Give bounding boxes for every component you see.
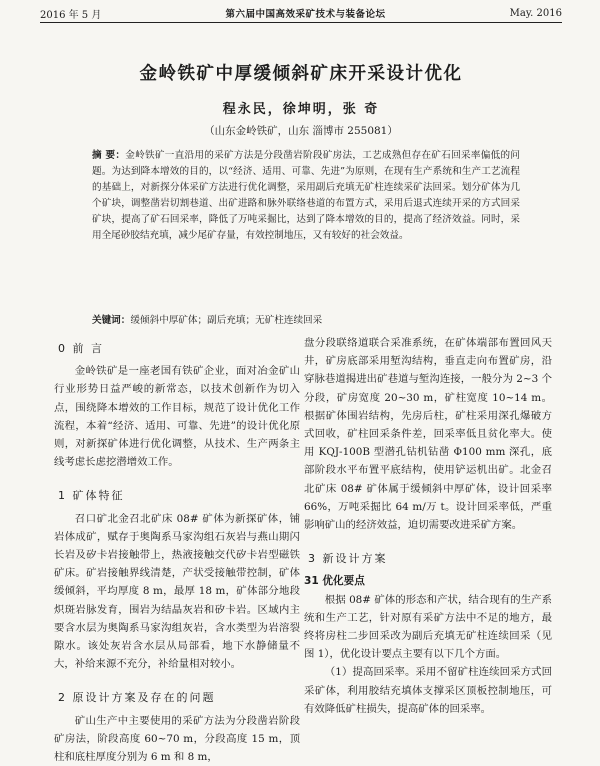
section-3-heading: 3 新设计方案 — [308, 552, 388, 566]
paper-authors: 程永民，徐坤明，张 奇 — [222, 102, 380, 117]
section-3-1-heading: 31 优化要点 — [304, 575, 365, 588]
header-rule — [40, 22, 562, 23]
section-2-heading: 2 原设计方案及存在的问题 — [58, 691, 216, 705]
keywords-label: 关键词： — [92, 315, 131, 326]
keywords-text: 缓倾斜中厚矿体；副后充填；无矿柱连续回采 — [130, 315, 323, 326]
section-3-1-paragraph: 根据 08# 矿体的形态和产状，结合现有的生产系统和生产工艺，针对原有采矿方法中不足的地方，最终将房柱二步回采改为副后充填无矿柱连续回采（见图 1），优化设计要点主要有以下几个方面。 — [304, 593, 552, 661]
abstract-text: 金岭铁矿一直沿用的采矿方法是分段凿岩阶段矿房法，工艺成熟但存在矿石回采率偏低的问题。为达到降本增效的目的，以“经济、适用、可靠、先进”为原则，在现有生产系统和生产工艺流程的基础上，对新探分体采矿方法进行优化调整，采用副后充填无矿柱连续采矿法回采。划分矿体为几个矿块，调整凿岩切割巷道、出矿进路和脉外联络巷道的布置方式，采用后退式连续开采的方式回采矿块，提高了矿石回采率，降低了万吨采掘比，达到了降本增效的目的，提高了经济效益。同时，采用全尾砂胶结充填，减少尾矿存量，有效控制地压，又有较好的社会效益。 — [92, 150, 520, 241]
right-column — [304, 334, 552, 718]
abstract-label: 摘 要： — [92, 150, 126, 161]
abstract — [92, 148, 520, 244]
section-0-paragraph: 金岭铁矿是一座老国有铁矿企业，面对冶金矿山行业形势日益严峻的新常态，以技术创新作为切入点，围绕降本增效的工作目标，规范了设计优化工作流程，本着“经济、适用、可靠、先进”的设计优化原则，对新探矿体进行优化调整，从技术、生产两条主线考虑长虑挖潜增效工作。 — [54, 365, 300, 469]
section-1-heading: 1 矿体特征 — [58, 489, 125, 503]
section-3-1-point-1: （1）提高回采率。采用不留矿柱连续回采方式回采矿体，利用胶结充填体支撑采区顶板控制地压，可有效降低矿柱损失，提高矿体的回采率。 — [304, 666, 552, 715]
header-date: 2016 年 5 月 — [40, 9, 102, 21]
keywords — [92, 313, 520, 329]
running-header — [40, 4, 562, 22]
paper-title: 金岭铁矿中厚缓倾斜矿床开采设计优化 — [139, 64, 463, 84]
section-0-heading: 0 前 言 — [58, 342, 104, 355]
section-1-paragraph: 召口矿北金召北矿床 08# 矿体为新探矿体，铺岩体成矿，赋存于奥陶系马家沟组石灰岩与燕山期闪长岩及矽卡岩接触带上，热液接触交代矽卡岩型磁铁矿床。矿岩接触界线清楚，产状受接触带控制，矿体缓倾斜，平均厚度 8 m，最厚 18 m，矿体部分地段炽斑岩脉发育，围岩为结晶灰岩和矽卡岩。区域内主要含水层为奥陶系马家沟组灰岩，含水类型为岩溶裂隙水。该处灰岩含水层从局部看，地下水静储量不大，补给来源不充分，补给量相对较小。 — [54, 512, 300, 671]
section-2-paragraph: 矿山生产中主要使用的采矿方法为分段凿岩阶段矿房法，阶段高度 60~70 m，分段高度 15 m，顶柱和底柱厚度分别为 6 m 和 8 m， — [54, 714, 300, 764]
header-conference: 第六届中国高效采矿技术与装备论坛 — [225, 9, 386, 20]
left-column — [54, 334, 300, 766]
header-date-en: May. 2016 — [509, 7, 562, 19]
section-2-continued: 盘分段联络道联合采准系统，在矿体端部布置回风天井，矿房底部采用堑沟结构，垂直走向布置矿房，沿穿脉巷道揭进出矿巷道与堑沟连接，一般分为 2~3 个分段，矿房宽度 20~30 m，矿柱宽度 10~14 m。根据矿体围岩结构，先房后柱，矿柱采用深孔爆破方式回收，矿柱回采条件差，回采率低且贫化率大。使用 KQJ-100B 型潜孔钻机钻凿 Φ100 mm 深孔，底部阶段水平布置平底结构，使用铲运机出矿。北金召北矿床 08# 矿体属于缓倾斜中厚矿体，设计回采率 66%，万吨采掘比 64 m/万 t。设计回采率低，严重影响矿山的经济效益，迫切需要改进采矿方案。 — [304, 337, 552, 532]
paper-affiliation: （山东金岭铁矿，山东 淄博市 255081） — [204, 125, 398, 137]
